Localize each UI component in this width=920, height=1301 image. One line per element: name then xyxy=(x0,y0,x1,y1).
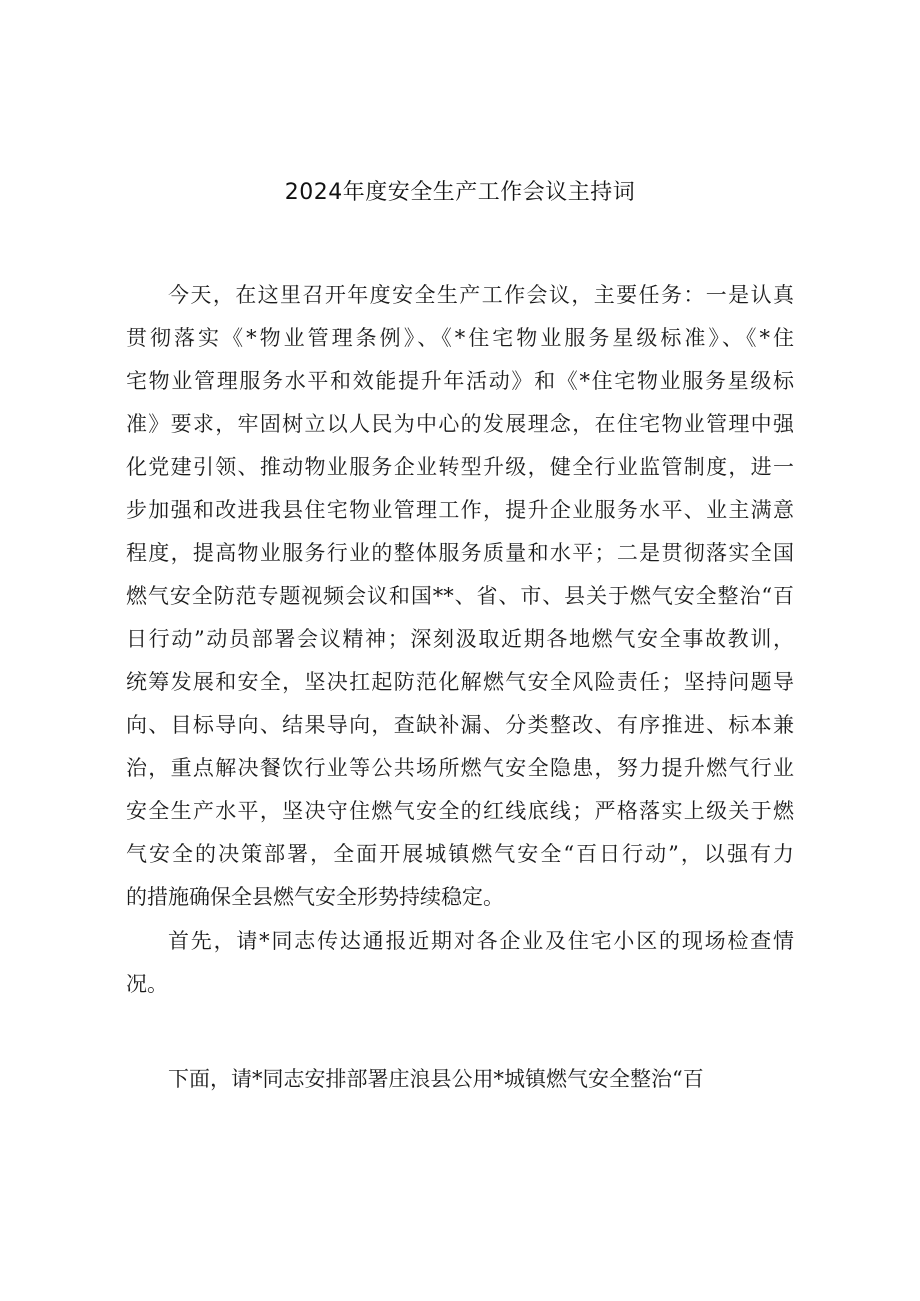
paragraph-1-line-12: 治，重点解决餐饮行业等公共场所燃气安全隐患，努力提升燃气行业 xyxy=(126,756,794,780)
paragraph-1-line-1: 今天，在这里召开年度安全生产工作会议，主要任务：一是认真 xyxy=(168,283,794,307)
paragraph-1-line-6: 步加强和改进我县住宅物业管理工作，提升企业服务水平、业主满意 xyxy=(126,498,794,522)
paragraph-1-line-2: 贯彻落实《*物业管理条例》、《*住宅物业服务星级标准》、《*住 xyxy=(126,326,794,350)
paragraph-1-line-7: 程度，提高物业服务行业的整体服务质量和水平；二是贯彻落实全国 xyxy=(126,541,794,565)
paragraph-1-line-9: 日行动”动员部署会议精神；深刻汲取近期各地燃气安全事故教训， xyxy=(126,627,794,651)
paragraph-1-line-10: 统筹发展和安全，坚决扛起防范化解燃气安全风险责任；坚持问题导 xyxy=(126,670,794,694)
paragraph-3-line-1: 下面，请*同志安排部署庄浪县公用*城镇燃气安全整治“百 xyxy=(168,1067,704,1091)
paragraph-1-line-14: 气安全的决策部署，全面开展城镇燃气安全“百日行动”，以强有力 xyxy=(126,842,794,866)
paragraph-1-line-8: 燃气安全防范专题视频会议和国**、省、市、县关于燃气安全整治“百 xyxy=(126,584,794,608)
paragraph-2-line-2: 况。 xyxy=(126,972,168,996)
paragraph-1-line-13: 安全生产水平，坚决守住燃气安全的红线底线；严格落实上级关于燃 xyxy=(126,799,794,823)
paragraph-1-line-11: 向、目标导向、结果导向，查缺补漏、分类整改、有序推进、标本兼 xyxy=(126,713,794,737)
paragraph-1-line-4: 准》要求，牢固树立以人民为中心的发展理念，在住宅物业管理中强 xyxy=(126,412,794,436)
paragraph-1-line-15: 的措施确保全县燃气安全形势持续稳定。 xyxy=(126,885,504,909)
paragraph-1-line-3: 宅物业管理服务水平和效能提升年活动》和《*住宅物业服务星级标 xyxy=(126,369,794,393)
paragraph-2-line-1: 首先，请*同志传达通报近期对各企业及住宅小区的现场检查情 xyxy=(168,929,794,953)
paragraph-1-line-5: 化党建引领、推动物业服务企业转型升级，健全行业监管制度，进一 xyxy=(126,455,794,479)
document-title: 2024年度安全生产工作会议主持词 xyxy=(284,180,636,205)
